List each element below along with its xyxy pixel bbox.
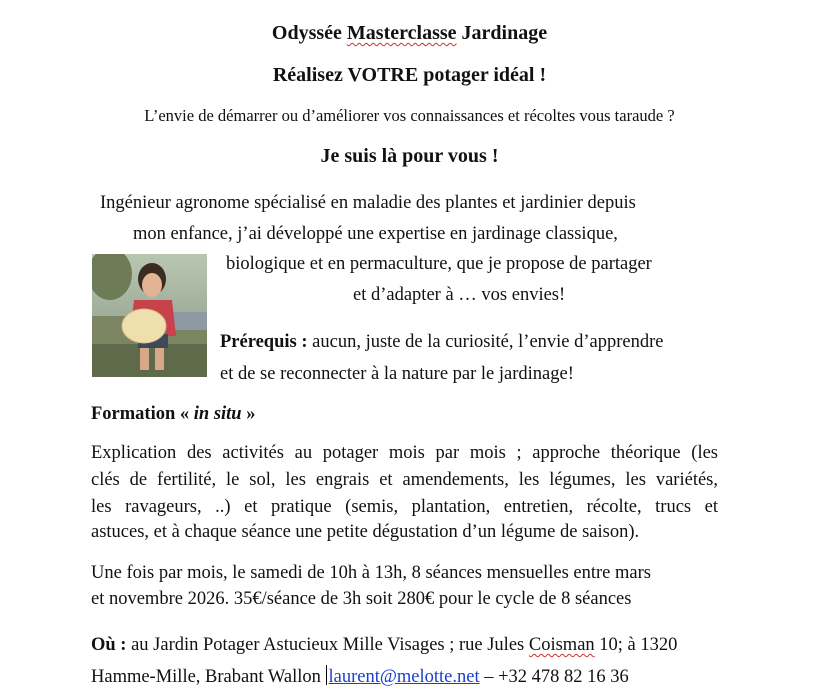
prerequis-line-1: Prérequis : aucun, juste de la curiosité, l’envie d’apprendre [220, 332, 664, 352]
location-line-2: Hamme-Mille, Brabant Wallon laurent@melotte.net – +32 478 82 16 36 [91, 667, 629, 687]
schedule-line-2: et novembre 2026. 35€/séance de 3h soit 280€ pour le cycle de 8 séances [91, 589, 632, 609]
document-title: Odyssée Masterclasse Jardinage [271, 22, 548, 44]
intro-question: L’envie de démarrer ou d’améliorer vos connaissances et récoltes vous taraude ? [144, 106, 675, 125]
formation-line-1: Explication des activités au potager mois par mois ; approche théorique (les [91, 443, 718, 463]
formation-heading: Formation « in situ » [91, 404, 256, 424]
intro-line-3: biologique et en permaculture, que je propose de partager [226, 254, 652, 274]
formation-line-3: les ravageurs, ..) et pratique (semis, plantation, entretien, récolte, trucs et [91, 497, 718, 517]
email-link[interactable]: laurent@melotte.net [328, 667, 480, 687]
intro-line-2: mon enfance, j’ai développé une expertise en jardinage classique, [133, 224, 618, 244]
spellcheck-word: Coisman [528, 635, 595, 655]
location-line-1: Où : au Jardin Potager Astucieux Mille Visages ; rue Jules Coisman 10; à 1320 [91, 635, 678, 655]
schedule-line-1: Une fois par mois, le samedi de 10h à 13h, 8 séances mensuelles entre mars [91, 563, 651, 583]
text-cursor [326, 665, 327, 685]
prerequis-line-2: et de se reconnecter à la nature par le jardinage! [220, 364, 574, 384]
prerequis-label: Prérequis : [220, 332, 308, 352]
formation-line-2: clés de fertilité, le sol, les engrais et amendements, les légumes, les variétés, [91, 470, 718, 490]
document-subtitle: Réalisez VOTRE potager idéal ! [272, 64, 547, 86]
intro-line-4: et d’adapter à … vos envies! [353, 285, 566, 305]
tagline: Je suis là pour vous ! [320, 145, 499, 167]
location-label: Où : [91, 635, 127, 655]
spellcheck-word: Masterclasse [346, 22, 457, 44]
gardener-photo [92, 254, 207, 377]
formation-line-4: astuces, et à chaque séance une petite dégustation d’un légume de saison). [91, 522, 640, 542]
intro-line-1: Ingénieur agronome spécialisé en maladie des plantes et jardinier depuis [100, 193, 636, 213]
